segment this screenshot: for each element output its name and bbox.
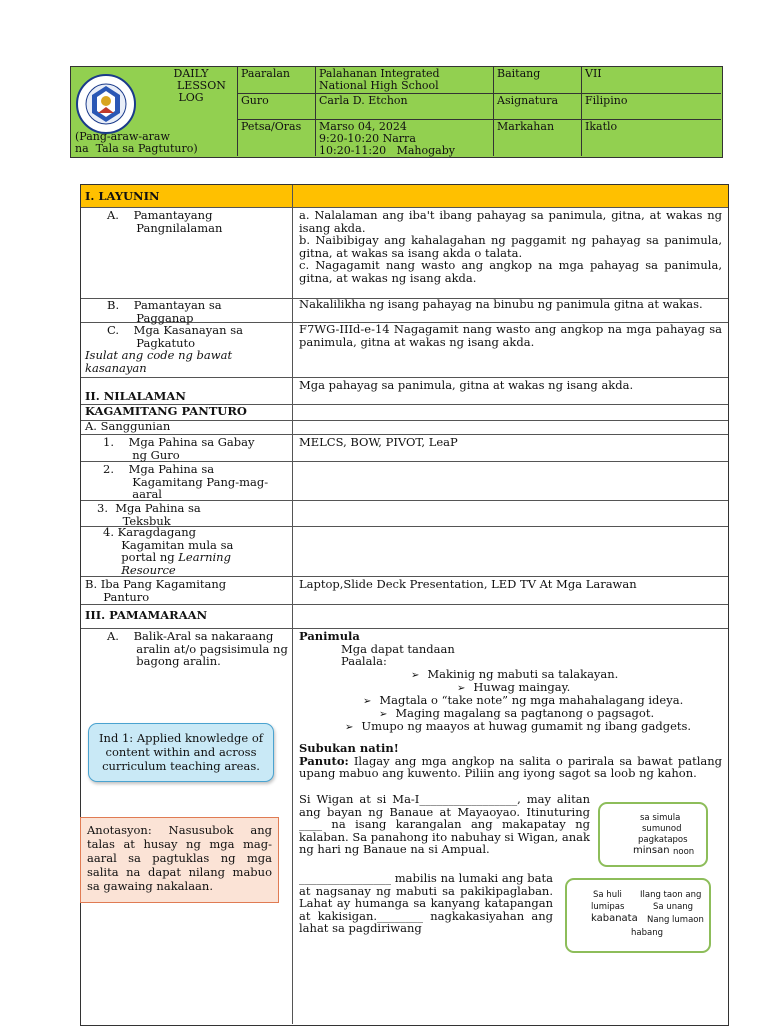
deped-seal-icon — [75, 73, 137, 135]
arrow-bullet-icon: ➢ — [345, 722, 354, 733]
pamamaraan-heading: III. PAMAMARAAN — [81, 604, 293, 628]
rule-item: ➢ Magtala o “take note” ng mga mahahalagang ideya. — [363, 693, 684, 707]
sanggunian-empty — [293, 420, 728, 434]
baitang-value: VII — [582, 67, 721, 94]
learning-resource-empty — [293, 526, 728, 576]
word-choice: Sa huli — [593, 890, 622, 900]
word-box-1 — [598, 802, 708, 867]
pamantayan-sa-pagganap-text: Nakalilikha ng isang pahayag na binubu ng panimula gitna at wakas. — [299, 297, 703, 311]
paaralan-label: Paaralan — [238, 67, 316, 94]
panuto — [299, 755, 722, 780]
iba-pang-kagamitan-value: Laptop,Slide Deck Presentation, LED TV At Mga Larawan — [299, 577, 637, 591]
asignatura-label: Asignatura — [494, 94, 582, 120]
arrow-bullet-icon: ➢ — [379, 709, 388, 720]
iba-pang-kagamitan-row — [81, 576, 728, 605]
word-choice: noon — [673, 847, 695, 857]
layunin-c-row — [81, 322, 728, 378]
story-paragraph-2: ________________ mabilis na lumaki ang bata at nagsanay ng mabuti sa pakikipaglaban. Lahat ay humanga sa kanyang katapangan at kakisigan.________ nagkakasiyahan ang lahat sa pagdiriwang — [299, 871, 553, 935]
kagamitang-mag-aaral-row — [81, 461, 728, 501]
rule-item: ➢ Huwag maingay. — [457, 680, 571, 694]
baitang-label: Baitang — [494, 67, 582, 94]
panuto-label: Panuto: — [299, 753, 349, 768]
pamantayang-pangnilalaman-label: A. Pamantayang Pangnilalaman — [81, 207, 293, 298]
layunin-b-row — [81, 298, 728, 323]
pamamaraan-empty — [293, 604, 728, 628]
anotasyon-note: Anotasyon: Nasusubok ang talas at husay ng mga mag-aaral sa pagtuklas ng mga salita na dapat nilang mabuo sa gawaing nakalaan. — [80, 817, 279, 903]
subukan-block — [299, 742, 722, 780]
kasanayan-text: F7WG-IIId-e-14 Nagagamit nang wasto ang angkop na mga pahayag sa panimula, gitna at wakas ng isang akda. — [299, 322, 722, 349]
guro-label: Guro — [238, 94, 316, 120]
rule-item: ➢ Maging magalang sa pagtanong o pagsagot. — [379, 706, 655, 720]
gabay-guro-value: MELCS, BOW, PIVOT, LeaP — [299, 435, 458, 449]
nilalaman-text: Mga pahayag sa panimula, gitna at wakas ng isang akda. — [299, 378, 634, 392]
kasanayan-note: Isulat ang code ng bawat kasanayan — [85, 348, 233, 375]
header-table — [70, 66, 723, 158]
rule-item: ➢ Umupo ng maayos at huwag gumamit ng ibang gadgets. — [345, 719, 692, 733]
pamantayan-sa-pagganap-label: B. Pamantayan sa Pagganap — [81, 298, 293, 322]
indicator-note: Ind 1: Applied knowledge of content within and across curriculum teaching areas. — [88, 723, 274, 782]
teksbuk-empty — [293, 500, 728, 526]
panuto-text: Ilagay ang mga angkop na salita o parirala sa bawat patlang upang mabuo ang kuwento. Piliin ang iyong sagot sa loob ng kahon. — [299, 753, 722, 780]
kagamitang-mag-aaral-label: 2. Mga Pahina sa Kagamitang Pang-mag- aaral — [81, 461, 293, 500]
panimula-heading: Panimula — [299, 629, 360, 643]
paaralan-value: Palahanan Integrated National High School — [316, 67, 494, 94]
arrow-bullet-icon: ➢ — [411, 670, 420, 681]
word-choice: lumipas — [591, 902, 625, 912]
word-choice: sa simula — [640, 813, 681, 823]
word-choice: habang — [631, 928, 663, 938]
learning-resource-row — [81, 526, 728, 577]
dll-subtitle: (Pang-araw-araw na Tala sa Pagtuturo) — [75, 130, 198, 155]
gabay-guro-row — [81, 434, 728, 462]
word-box-2 — [565, 878, 711, 953]
story-paragraph-1: Si Wigan at si Ma-I_________________, may alitan ang bayan ng Banaue at Mayaoyao. Itinuturing ____ na isang karangalan ang makapatay ng kalaban. Sa panahong ito nabuhay si Wigan, anak ng hari ng Banaue na si Ampual. — [299, 792, 590, 856]
sanggunian-label: A. Sanggunian — [81, 420, 293, 434]
header-title-cell — [71, 67, 238, 156]
word-choice: kabanata — [591, 913, 638, 924]
sanggunian-row — [81, 420, 728, 435]
dll-title: DAILY LESSON LOG — [173, 67, 226, 104]
tandaan-text: Mga dapat tandaan — [341, 641, 455, 656]
arrow-bullet-icon: ➢ — [457, 683, 466, 694]
kagamitan-heading: KAGAMITANG PANTURO — [81, 404, 293, 420]
word-choice: pagkatapos — [638, 835, 688, 845]
layunin-heading-row — [81, 185, 728, 208]
word-choice: Ilang taon ang — [640, 890, 702, 900]
kagamitan-empty — [293, 404, 728, 420]
gabay-guro-label: 1. Mga Pahina sa Gabay ng Guro — [81, 434, 293, 461]
word-choice: Sa unang — [653, 902, 694, 912]
guro-value: Carla D. Etchon — [316, 94, 494, 120]
pamantayang-pangnilalaman-text: a. Nalalaman ang iba't ibang pahayag sa panimula, gitna, at wakas ng isang akda. b. Naibibigay ang kahalagahan ng paggamit ng pahayag sa panimula, gitna, at wakas sa isang akda o talata. c. Nagagamit nang wasto ang angkop na mga pahayag sa panimula, gitna, at wakas ng isang akda. — [299, 208, 722, 285]
kagamitang-mag-aaral-empty — [293, 461, 728, 500]
word-choice: sumunod — [642, 824, 682, 834]
rule-item: ➢ Makinig ng mabuti sa talakayan. — [411, 667, 619, 681]
paalala-text: Paalala: — [341, 654, 387, 668]
kasanayan-label-cell — [81, 322, 293, 377]
learning-resource-label-italic: Learning Resource — [121, 550, 231, 577]
teksbuk-label: 3. Mga Pahina sa Teksbuk — [81, 500, 293, 526]
teksbuk-row — [81, 500, 728, 527]
subukan-heading: Subukan natin! — [299, 741, 399, 755]
learning-resource-label — [81, 526, 293, 576]
petsa-value: Marso 04, 2024 9:20-10:20 Narra 10:20-11:20 Mahogaby — [316, 120, 494, 156]
layunin-heading: I. LAYUNIN — [81, 185, 293, 207]
kagamitan-heading-row — [81, 404, 728, 421]
markahan-label: Markahan — [494, 120, 582, 156]
kasanayan-label: C. Mga Kasanayan sa Pagkatuto — [107, 323, 243, 350]
word-choice: Nang lumaon — [647, 915, 704, 925]
markahan-value: Ikatlo — [585, 120, 618, 133]
word-choice: minsan — [633, 845, 670, 856]
layunin-a-row — [81, 207, 728, 299]
iba-pang-kagamitan-label: B. Iba Pang Kagamitang Panturo — [81, 576, 293, 604]
nilalaman-heading: II. NILALAMAN — [81, 377, 293, 404]
petsa-label: Petsa/Oras — [238, 120, 316, 156]
asignatura-value: Filipino — [582, 94, 721, 120]
balik-aral-label: A. Balik-Aral sa nakaraang aralin at/o pagsisimula ng bagong aralin. — [81, 628, 293, 1024]
pamamaraan-heading-row — [81, 604, 728, 629]
learning-resource-label-text: 4. Karagdagang Kagamitan mula sa portal ng — [103, 525, 234, 564]
nilalaman-row — [81, 377, 728, 405]
layunin-heading-empty — [293, 185, 728, 207]
arrow-bullet-icon: ➢ — [363, 696, 372, 707]
